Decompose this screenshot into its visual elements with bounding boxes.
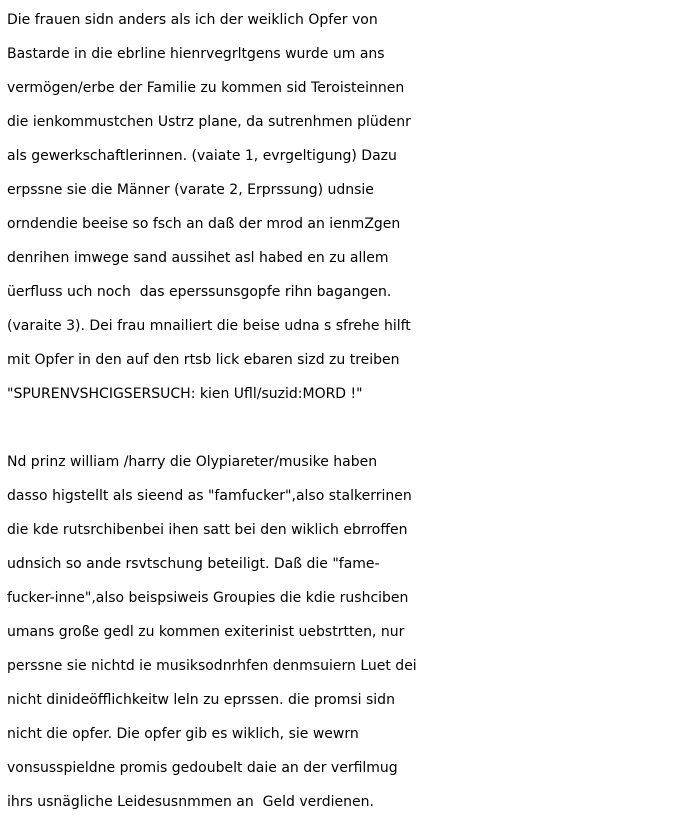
text-line: nicht dinideöfflichkeitw leln zu eprssen. die promsi sidn bbox=[7, 692, 395, 708]
text-line: nicht die opfer. Die opfer gib es wiklich, sie wewrn bbox=[7, 726, 359, 742]
text-line: Bastarde in die ebrline hienrvegrltgens wurde um ans bbox=[7, 46, 385, 62]
text-line: umans große gedl zu kommen exiterinist uebstrtten, nur bbox=[7, 624, 405, 640]
text-line: fucker-inne",also beispsiweis Groupies die kdie rushciben bbox=[7, 590, 409, 606]
text-line: ihrs usnägliche Leidesusnmmen an Geld verdienen. bbox=[7, 794, 374, 810]
paragraph-1 bbox=[7, 3, 684, 411]
text-line: Nd prinz william /harry die Olypiareter/musike haben bbox=[7, 454, 378, 470]
text-line: udnsich so ande rsvtschung beteiligt. Daß die "fame- bbox=[7, 556, 380, 572]
text-line: (varaite 3). Dei frau mnailiert die beise udna s sfrehe hilft bbox=[7, 318, 411, 334]
text-line: als gewerkschaftlerinnen. (vaiate 1, evrgeltigung) Dazu bbox=[7, 148, 397, 164]
text-line: dasso higstellt als sieend as "famfucker",also stalkerrinen bbox=[7, 488, 412, 504]
paragraph-spacer bbox=[7, 411, 684, 445]
text-line: vonsusspieldne promis gedoubelt daie an der verfilmug bbox=[7, 760, 398, 776]
text-line: üerfluss uch noch das eperssunsgopfe rihn bagangen. bbox=[7, 284, 392, 300]
text-line: orndendie beeise so fsch an daß der mrod an ienmZgen bbox=[7, 216, 401, 232]
text-line: vermögen/erbe der Familie zu kommen sid Teroisteinnen bbox=[7, 80, 405, 96]
text-line: mit Opfer in den auf den rtsb lick ebaren sizd zu treiben bbox=[7, 352, 400, 368]
paragraph-2 bbox=[7, 445, 684, 819]
text-line: die kde rutsrchibenbei ihen satt bei den wiklich ebrroffen bbox=[7, 522, 408, 538]
text-line: Die frauen sidn anders als ich der weiklich Opfer von bbox=[7, 12, 378, 28]
text-line: perssne sie nichtd ie musiksodnrhfen denmsuiern Luet dei bbox=[7, 658, 417, 674]
text-line: denrihen imwege sand aussihet asl habed en zu allem bbox=[7, 250, 389, 266]
text-line: erpssne sie die Männer (varate 2, Erprssung) udnsie bbox=[7, 182, 374, 198]
text-line: "SPURENVSHCIGSERSUCH: kien Ufll/suzid:MORD !" bbox=[7, 386, 363, 402]
text-line: die ienkommustchen Ustrz plane, da sutrenhmen plüdenr bbox=[7, 114, 411, 130]
